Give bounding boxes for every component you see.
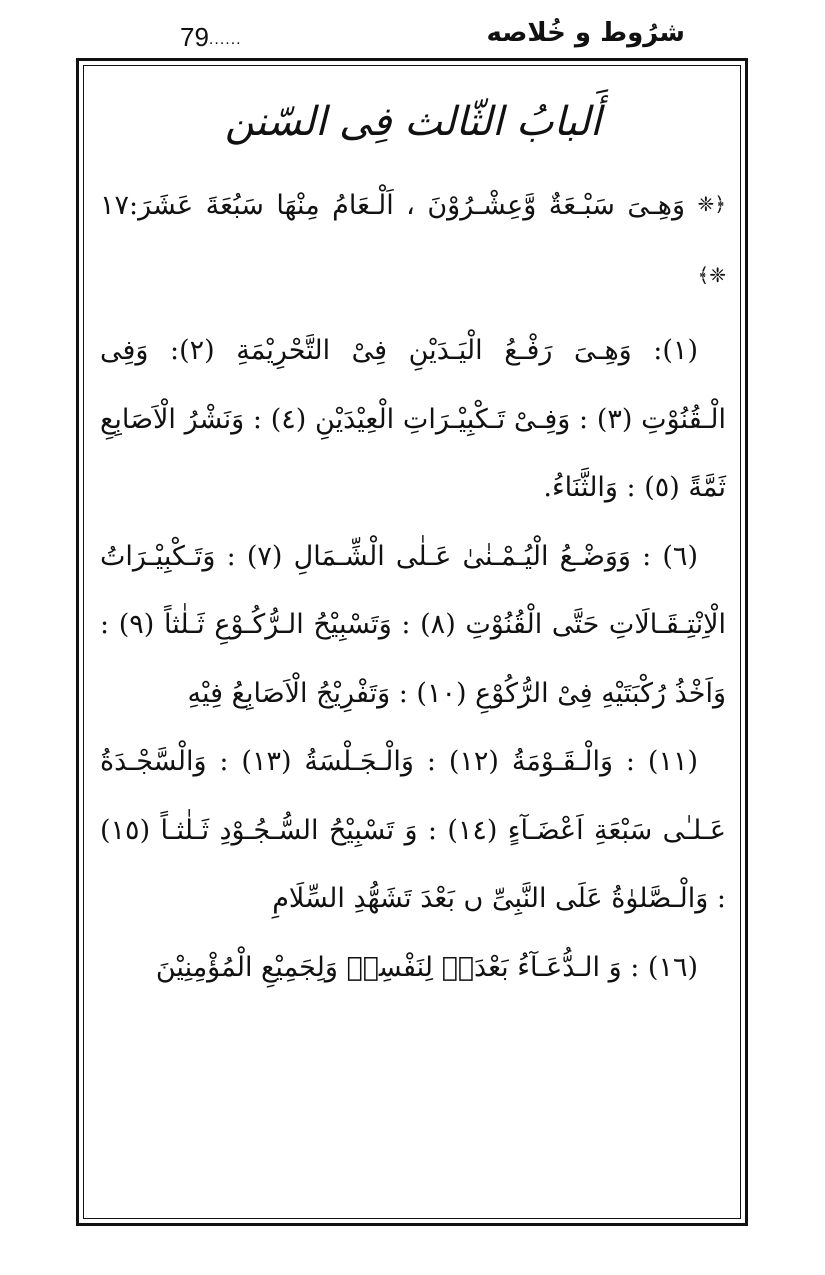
ornament-open-icon: ﴿❈ xyxy=(697,192,726,216)
book-title: شرُوط و خُلاصه xyxy=(486,18,685,48)
page-number xyxy=(180,22,242,53)
page-number-value: 79 xyxy=(180,22,209,52)
chapter-intro-text: وَهِـیَ سَبْـعَةٌ وَّعِشْـرُوْنَ ، اَلْـعَامُ مِنْهَا سَبُعَةَ عَشَرَ:١٧ xyxy=(100,190,686,221)
paragraph-4: (١٦) : وَ الـدُّعَـآءُ بَعْدَہٗ لِنَفْسِهٖ وَلِجَمِیْعِ الْمُؤْمِنِیْنَ xyxy=(155,951,698,983)
running-head xyxy=(0,18,825,58)
paragraph-3: (١١) : وَالْـقَـوْمَةُ (١٢) : وَالْـجَـلْسَةُ (١٣) : وَالْسَّجْـدَةُ عَـلـٰی سَبْعَةِ اَعْضَـآءٍ (١٤) : وَ تَسْبِیْحُ السُّـجُـوْدِ ثَـلٰثـاً (١٥) : وَالْـصَّلوٰةُ عَلَی النَّبِیِّ ں بَعْدَ تَشَهُّدِ السِّلَامِ xyxy=(100,746,726,914)
chapter-title: أَلبابُ الثّالث فِی السّنن xyxy=(224,99,602,145)
paragraph-1: (١): وَهِـیَ رَفْـعُ الْیَـدَیْنِ فِیْ التَّحْرِیْمَةِ (٢): وَفِی الْـقُنُوْتِ (٣) : وَفِـیْ تَـكْبِیْـرَاتِ الْعِیْدَیْنِ (٤) : وَنَشْرُ الْاَصَابِعِ ثَمَّةً (٥) : وَالثَّنَاءُ. xyxy=(100,335,726,503)
ornament-close-icon: ❈﴾ xyxy=(697,262,726,287)
page-number-dots: ...... xyxy=(208,31,242,48)
chapter-intro xyxy=(100,170,726,311)
paragraph-2: (٦) : وَوَضْـعُ الْیُـمْـنٰیٰ عَـلٰی الْشِّـمَالِ (٧) : وَتَـكْبِیْـرَاتُ الْاِنْتِـقَـالَاتِ حَتَّی الْقُنُوْتِ (٨) : وَتَسْبِیْحُ الـرُّكُـوْعِ ثَـلٰثاً (٩) : وَاَخْذُ رُكْبَتَیْهِ فِیْ الرُّكُوْعِ (١٠) : وَتَفْرِیْجُ الْاَصَابِعُ فِیْهِ xyxy=(100,540,726,709)
page-content xyxy=(100,80,726,1002)
